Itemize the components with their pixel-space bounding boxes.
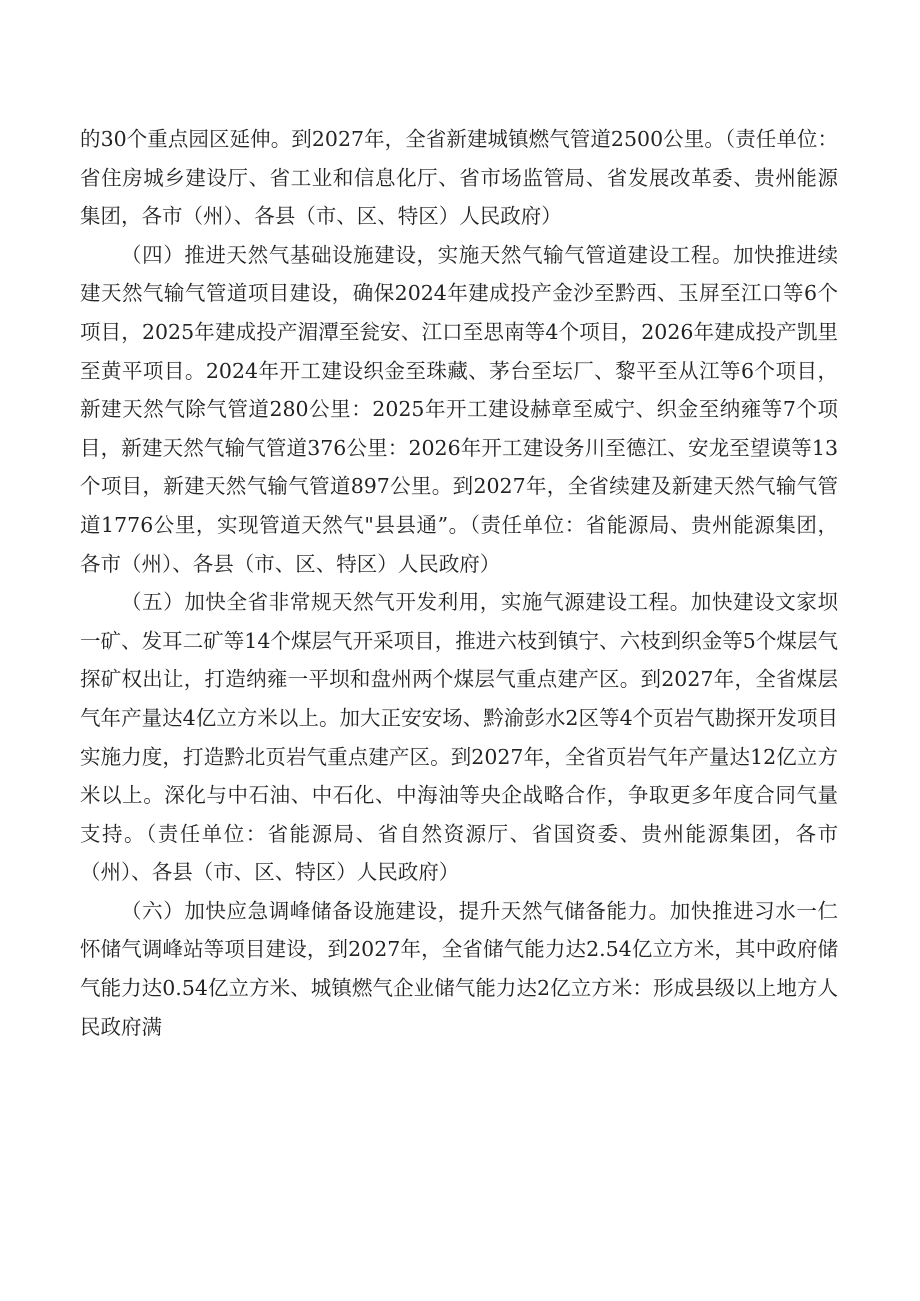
paragraph-section-6-storage: （六）加快应急调峰储备设施建设，提升天然气储备能力。加快推进习水一仁怀储气调峰站等项目建设，到2027年，全省储气能力达2.54亿立方米，其中政府储气能力达0.54亿立方米、城镇燃气企业储气能力达2亿立方米：形成县级以上地方人民政府满	[80, 898, 838, 1039]
paragraph-continuation: 的30个重点园区延伸。到2027年，全省新建城镇燃气管道2500公里。（责任单位：省住房城乡建设厅、省工业和信息化厅、省市场监管局、省发展改革委、贵州能源集团，各市（州）、各县（市、区、特区）人民政府）	[80, 127, 838, 229]
paragraph-section-5-gas-sources: （五）加快全省非常规天然气开发利用，实施气源建设工程。加快建设文家坝一矿、发耳二矿等14个煤层气开采项目，推进六枝到镇宁、六枝到织金等5个煤层气探矿权出让，打造纳雍一平坝和盘州两个煤层气重点建产区。到2027年，全省煤层气年产量达4亿立方米以上。加大正安安场、黔渝彭水2区等4个页岩气勘探开发项目实施力度，打造黔北页岩气重点建产区。到2027年，全省页岩气年产量达12亿立方米以上。深化与中石油、中石化、中海油等央企战略合作，争取更多年度合同气量支持。（责任单位：省能源局、省自然资源厅、省国资委、贵州能源集团，各市（州）、各县（市、区、特区）人民政府）	[80, 590, 838, 885]
paragraph-section-4-pipelines: （四）推进天然气基础设施建设，实施天然气输气管道建设工程。加快推进续建天然气输气管道项目建设，确保2024年建成投产金沙至黔西、玉屏至江口等6个项目，2025年建成投产湄潭至瓮安、江口至思南等4个项目，2026年建成投产凯里至黄平项目。2024年开工建设织金至珠藏、茅台至坛厂、黎平至从江等6个项目，新建天然气除气管道280公里：2025年开工建设赫章至威宁、织金至纳雍等7个项目，新建天然气输气管道376公里：2026年开工建设务川至德江、安龙至望谟等13个项目，新建天然气输气管道897公里。到2027年，全省续建及新建天然气输气管道1776公里，实现管道天然气"县县通”。（责任单位：省能源局、贵州能源集团，各市（州）、各县（市、区、特区）人民政府）	[80, 242, 838, 576]
document-page	[80, 120, 838, 1046]
